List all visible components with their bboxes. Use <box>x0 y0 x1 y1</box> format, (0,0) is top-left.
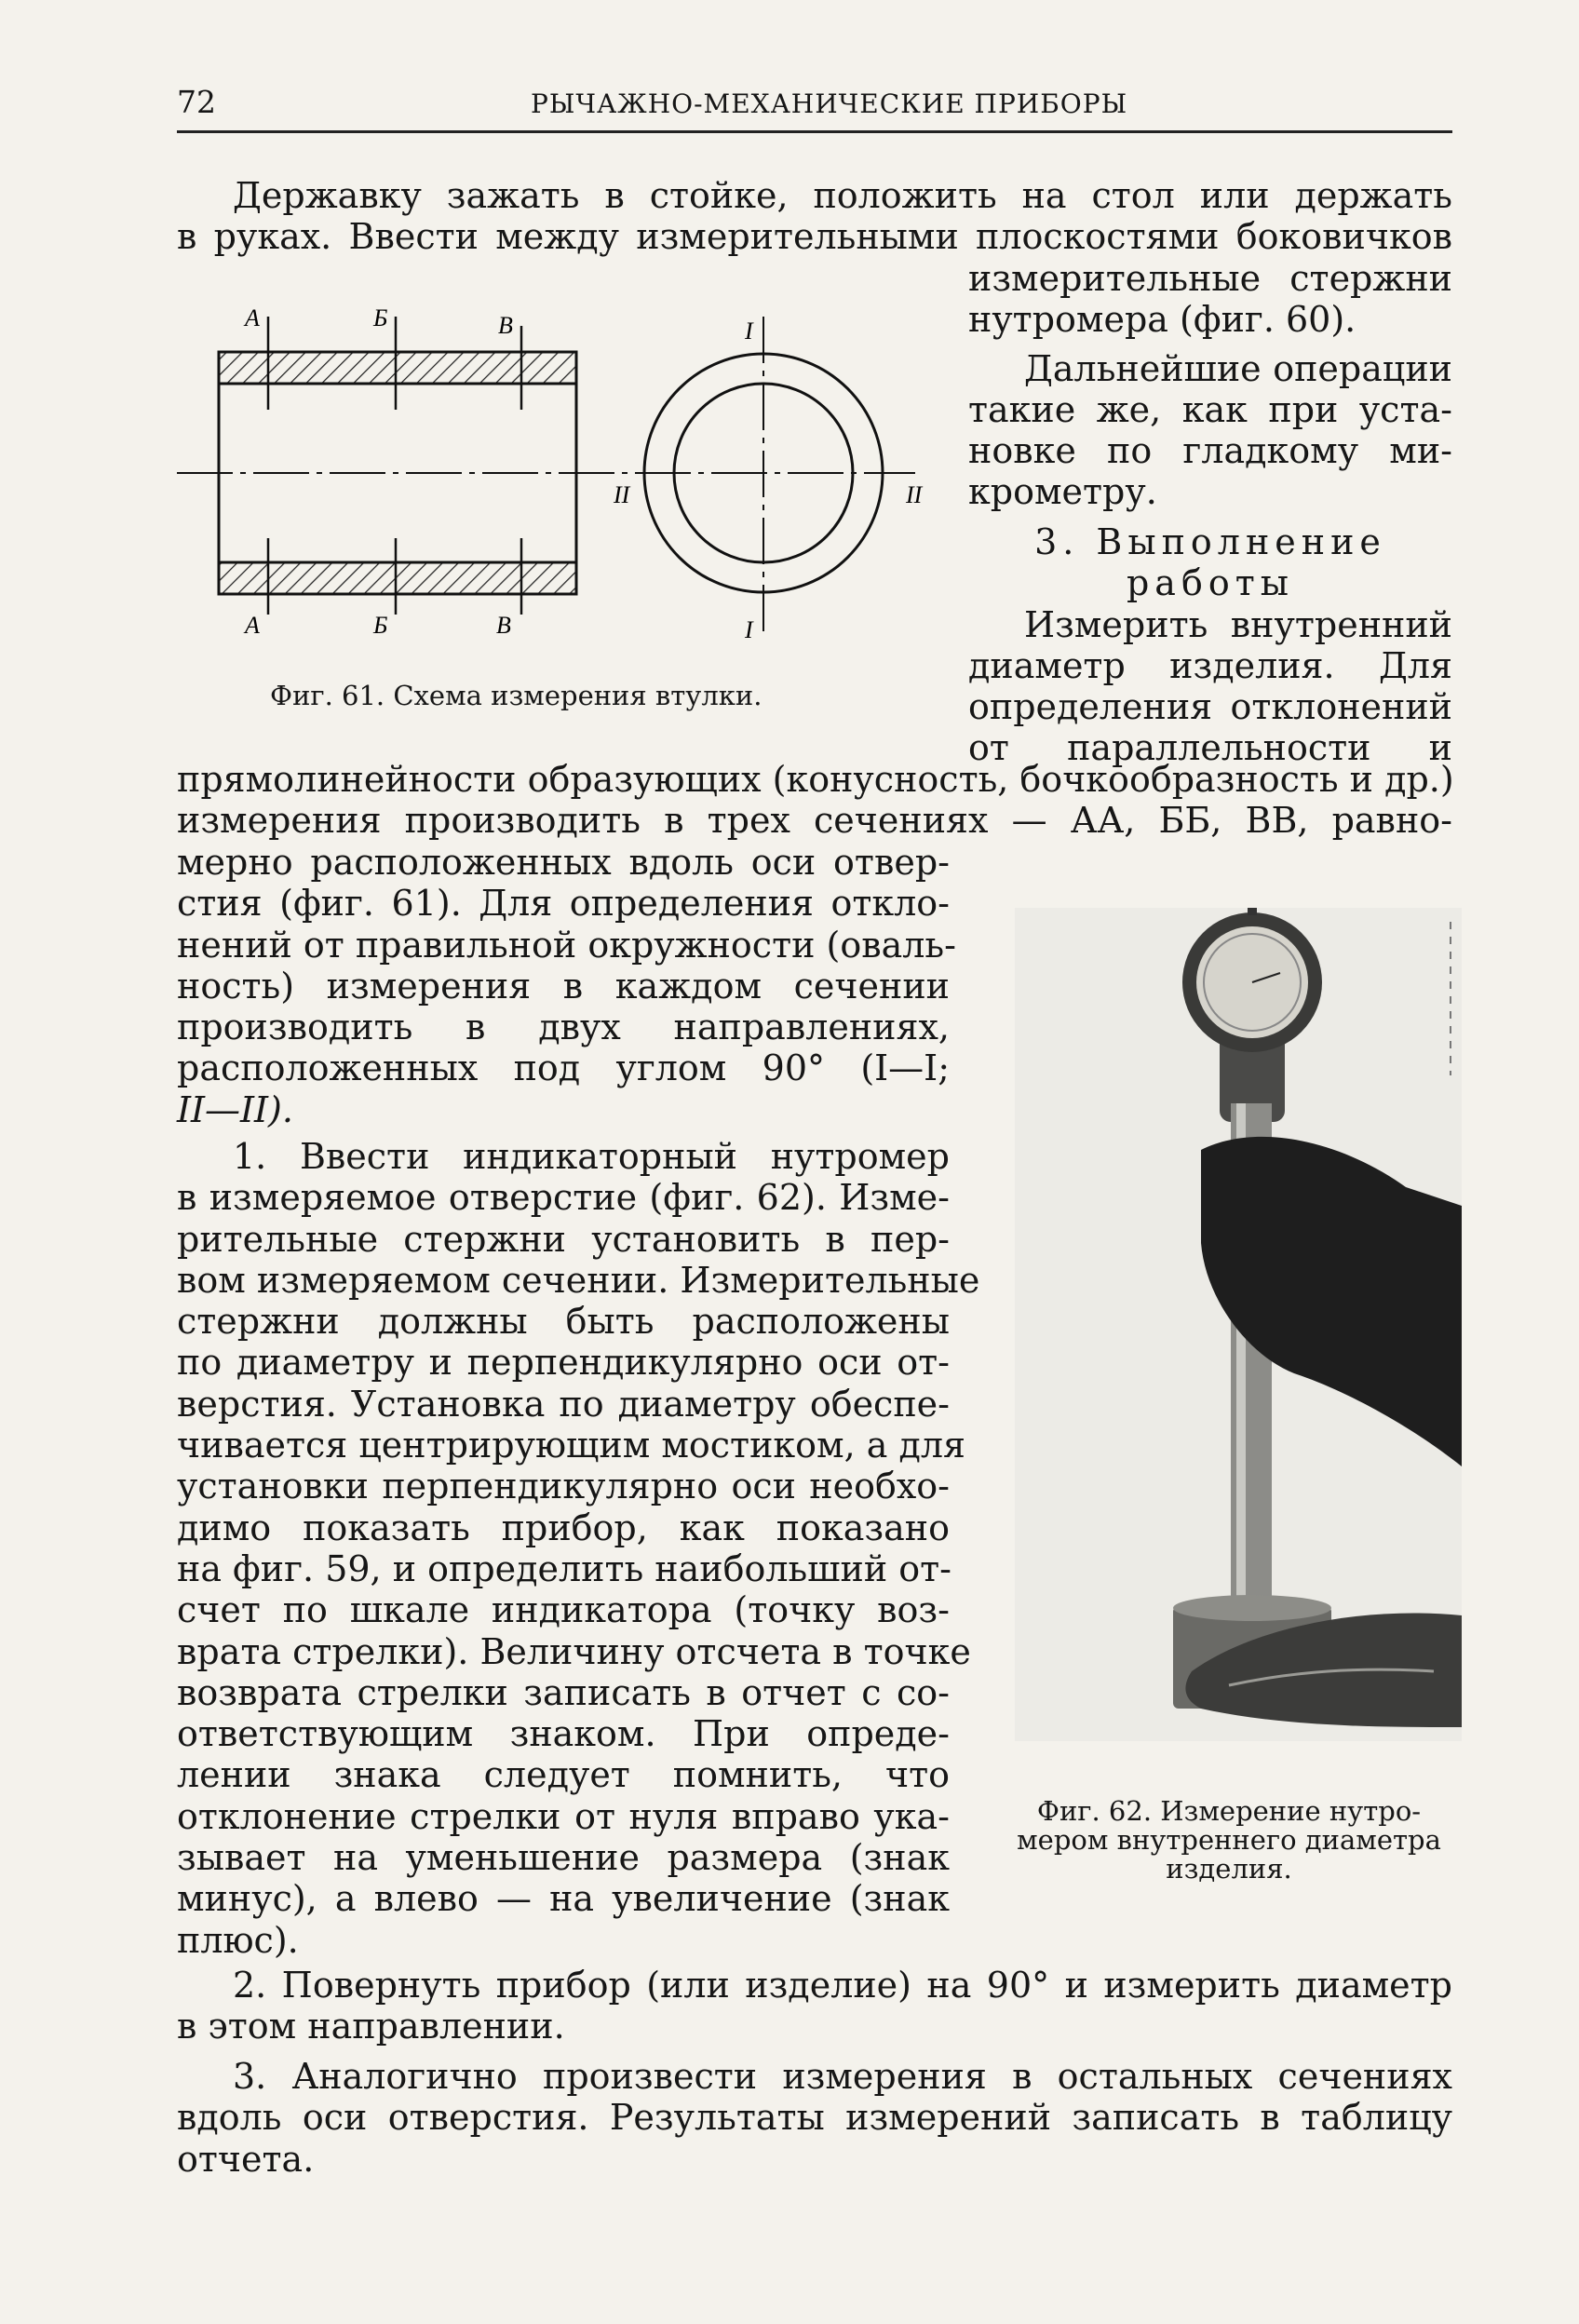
text-line: стия (фиг. 61). Для определения откло- <box>177 883 950 925</box>
text-line: мерно расположенных вдоль оси отвер- <box>177 842 950 883</box>
section-3-left-column <box>177 842 956 1130</box>
running-title: РЫЧАЖНО-МЕХАНИЧЕСКИЕ ПРИБОРЫ <box>531 88 1128 119</box>
text-line: зывает на уменьшение размера (знак <box>177 1837 950 1879</box>
text-line: вдоль оси отверстия. Результаты измерений записать в таблицу <box>177 2097 1452 2139</box>
text-line: на фиг. 59, и определить наибольший от- <box>177 1547 951 1589</box>
figure-61-bushing-diagram <box>163 289 936 642</box>
text-line: 1. Ввести индикаторный нутромер <box>233 1136 950 1177</box>
text-line: нутромера (фиг. 60). <box>968 299 1356 341</box>
text-line: отклонение стрелки от нуля вправо ука- <box>177 1795 950 1837</box>
header-rule <box>177 130 1452 133</box>
text-line: минус), а влево — на увеличение (знак <box>177 1878 950 1920</box>
text-line: прямолинейности образующих (конусность, бочкообразность и др.) <box>177 759 1454 800</box>
text-line: такие же, как при уста- <box>968 388 1452 430</box>
text-line: производить в двух направлениях, <box>177 1007 950 1048</box>
text-line: верстия. Установка по диаметру обеспе- <box>177 1383 950 1425</box>
text-line: Измерить внутренний <box>1024 603 1452 645</box>
step-1-paragraph <box>177 1136 980 1961</box>
label-ii-left: II <box>614 481 630 508</box>
label-i-bottom: I <box>745 616 753 642</box>
text-line: определения отклонений <box>968 686 1452 728</box>
sleeve-wall-top <box>219 352 576 384</box>
label-ii-right: II <box>906 481 923 508</box>
text-line: отчета. <box>177 2138 315 2180</box>
text-line: рительные стержни установить в пер- <box>177 1218 950 1260</box>
text-line: в измеряемое отверстие (фиг. 62). Изме- <box>177 1177 950 1219</box>
text-line: установки перпендикулярно оси необхо- <box>177 1466 950 1507</box>
text-line: в этом направлении. <box>177 2006 565 2047</box>
text-line: счет по шкале индикатора (точку воз- <box>177 1589 950 1631</box>
figure-61-caption: Фиг. 61. Схема измерения втулки. <box>270 680 763 711</box>
text-line: возврата стрелки записать в отчет с со- <box>177 1671 950 1713</box>
text-line: расположенных под углом 90° (I—I; <box>177 1047 950 1089</box>
text-line: в руках. Ввести между измерительными плоскостями боковичков <box>177 216 1452 258</box>
step-3-paragraph <box>177 2056 1452 2180</box>
text-line: ответствующим знаком. При опреде- <box>177 1713 950 1755</box>
figure-62-photo <box>1015 908 1462 1741</box>
text-line: врата стрелки). Величину отсчета в точке <box>177 1630 971 1672</box>
text-line: 3. Аналогично произвести измерения в остальных сечениях <box>233 2056 1452 2097</box>
text-line: 2. Повернуть прибор (или изделие) на 90° и измерить диаметр <box>233 1965 1452 2006</box>
label-i-top: I <box>745 318 753 345</box>
text-line: диаметр изделия. Для <box>968 644 1452 686</box>
label-v-top: В <box>498 312 513 339</box>
text-line: вом измеряемом сечении. Измерительные <box>177 1259 980 1301</box>
text-line: нений от правильной окружности (оваль- <box>177 924 956 966</box>
text-line: измерения производить в трех сечениях — АА, ББ, ВВ, равно- <box>177 800 1452 842</box>
text-line: Державку зажать в стойке, положить на стол или держать <box>233 175 1452 216</box>
caption-line: мером внутреннего диаметра <box>1017 1824 1441 1856</box>
text-line: Дальнейшие операции <box>1024 347 1452 389</box>
section-heading: работы <box>1126 562 1294 604</box>
section-3-full-width <box>177 759 1452 842</box>
text-line: лении знака следует помнить, что <box>177 1754 950 1796</box>
intro-paragraph <box>177 175 1452 258</box>
label-a-bottom: А <box>245 612 260 639</box>
caption-line: изделия. <box>1166 1853 1292 1885</box>
text-line: по диаметру и перпендикулярно оси от- <box>177 1342 950 1384</box>
label-b-top: Б <box>373 304 388 331</box>
text-line: измерительные стержни <box>968 258 1452 299</box>
text-line: димо показать прибор, как показано <box>177 1507 950 1548</box>
text-line: II—II). <box>177 1088 293 1130</box>
text-line: от параллельности и <box>968 727 1452 769</box>
label-a-top: А <box>245 304 260 331</box>
text-line: новке по гладкому ми- <box>968 430 1452 472</box>
figure-62-caption <box>992 1797 1466 1884</box>
section-heading: 3. Выполнение <box>1034 521 1386 562</box>
caption-line: Фиг. 62. Измерение нутро- <box>1036 1795 1422 1827</box>
sleeve-wall-bottom <box>219 562 576 594</box>
intro-right-column <box>968 258 1452 513</box>
section-3-right-column <box>968 521 1452 769</box>
text-line: крометру. <box>968 471 1157 513</box>
label-v-bottom: В <box>496 612 511 639</box>
text-line: ность) измерения в каждом сечении <box>177 965 950 1007</box>
text-line: чивается центрирующим мостиком, а для <box>177 1425 965 1466</box>
label-b-bottom: Б <box>373 612 388 639</box>
text-line: плюс). <box>177 1919 299 1961</box>
step-2-paragraph <box>177 1965 1452 2047</box>
page-number: 72 <box>177 84 216 120</box>
text-line: стержни должны быть расположены <box>177 1301 950 1343</box>
